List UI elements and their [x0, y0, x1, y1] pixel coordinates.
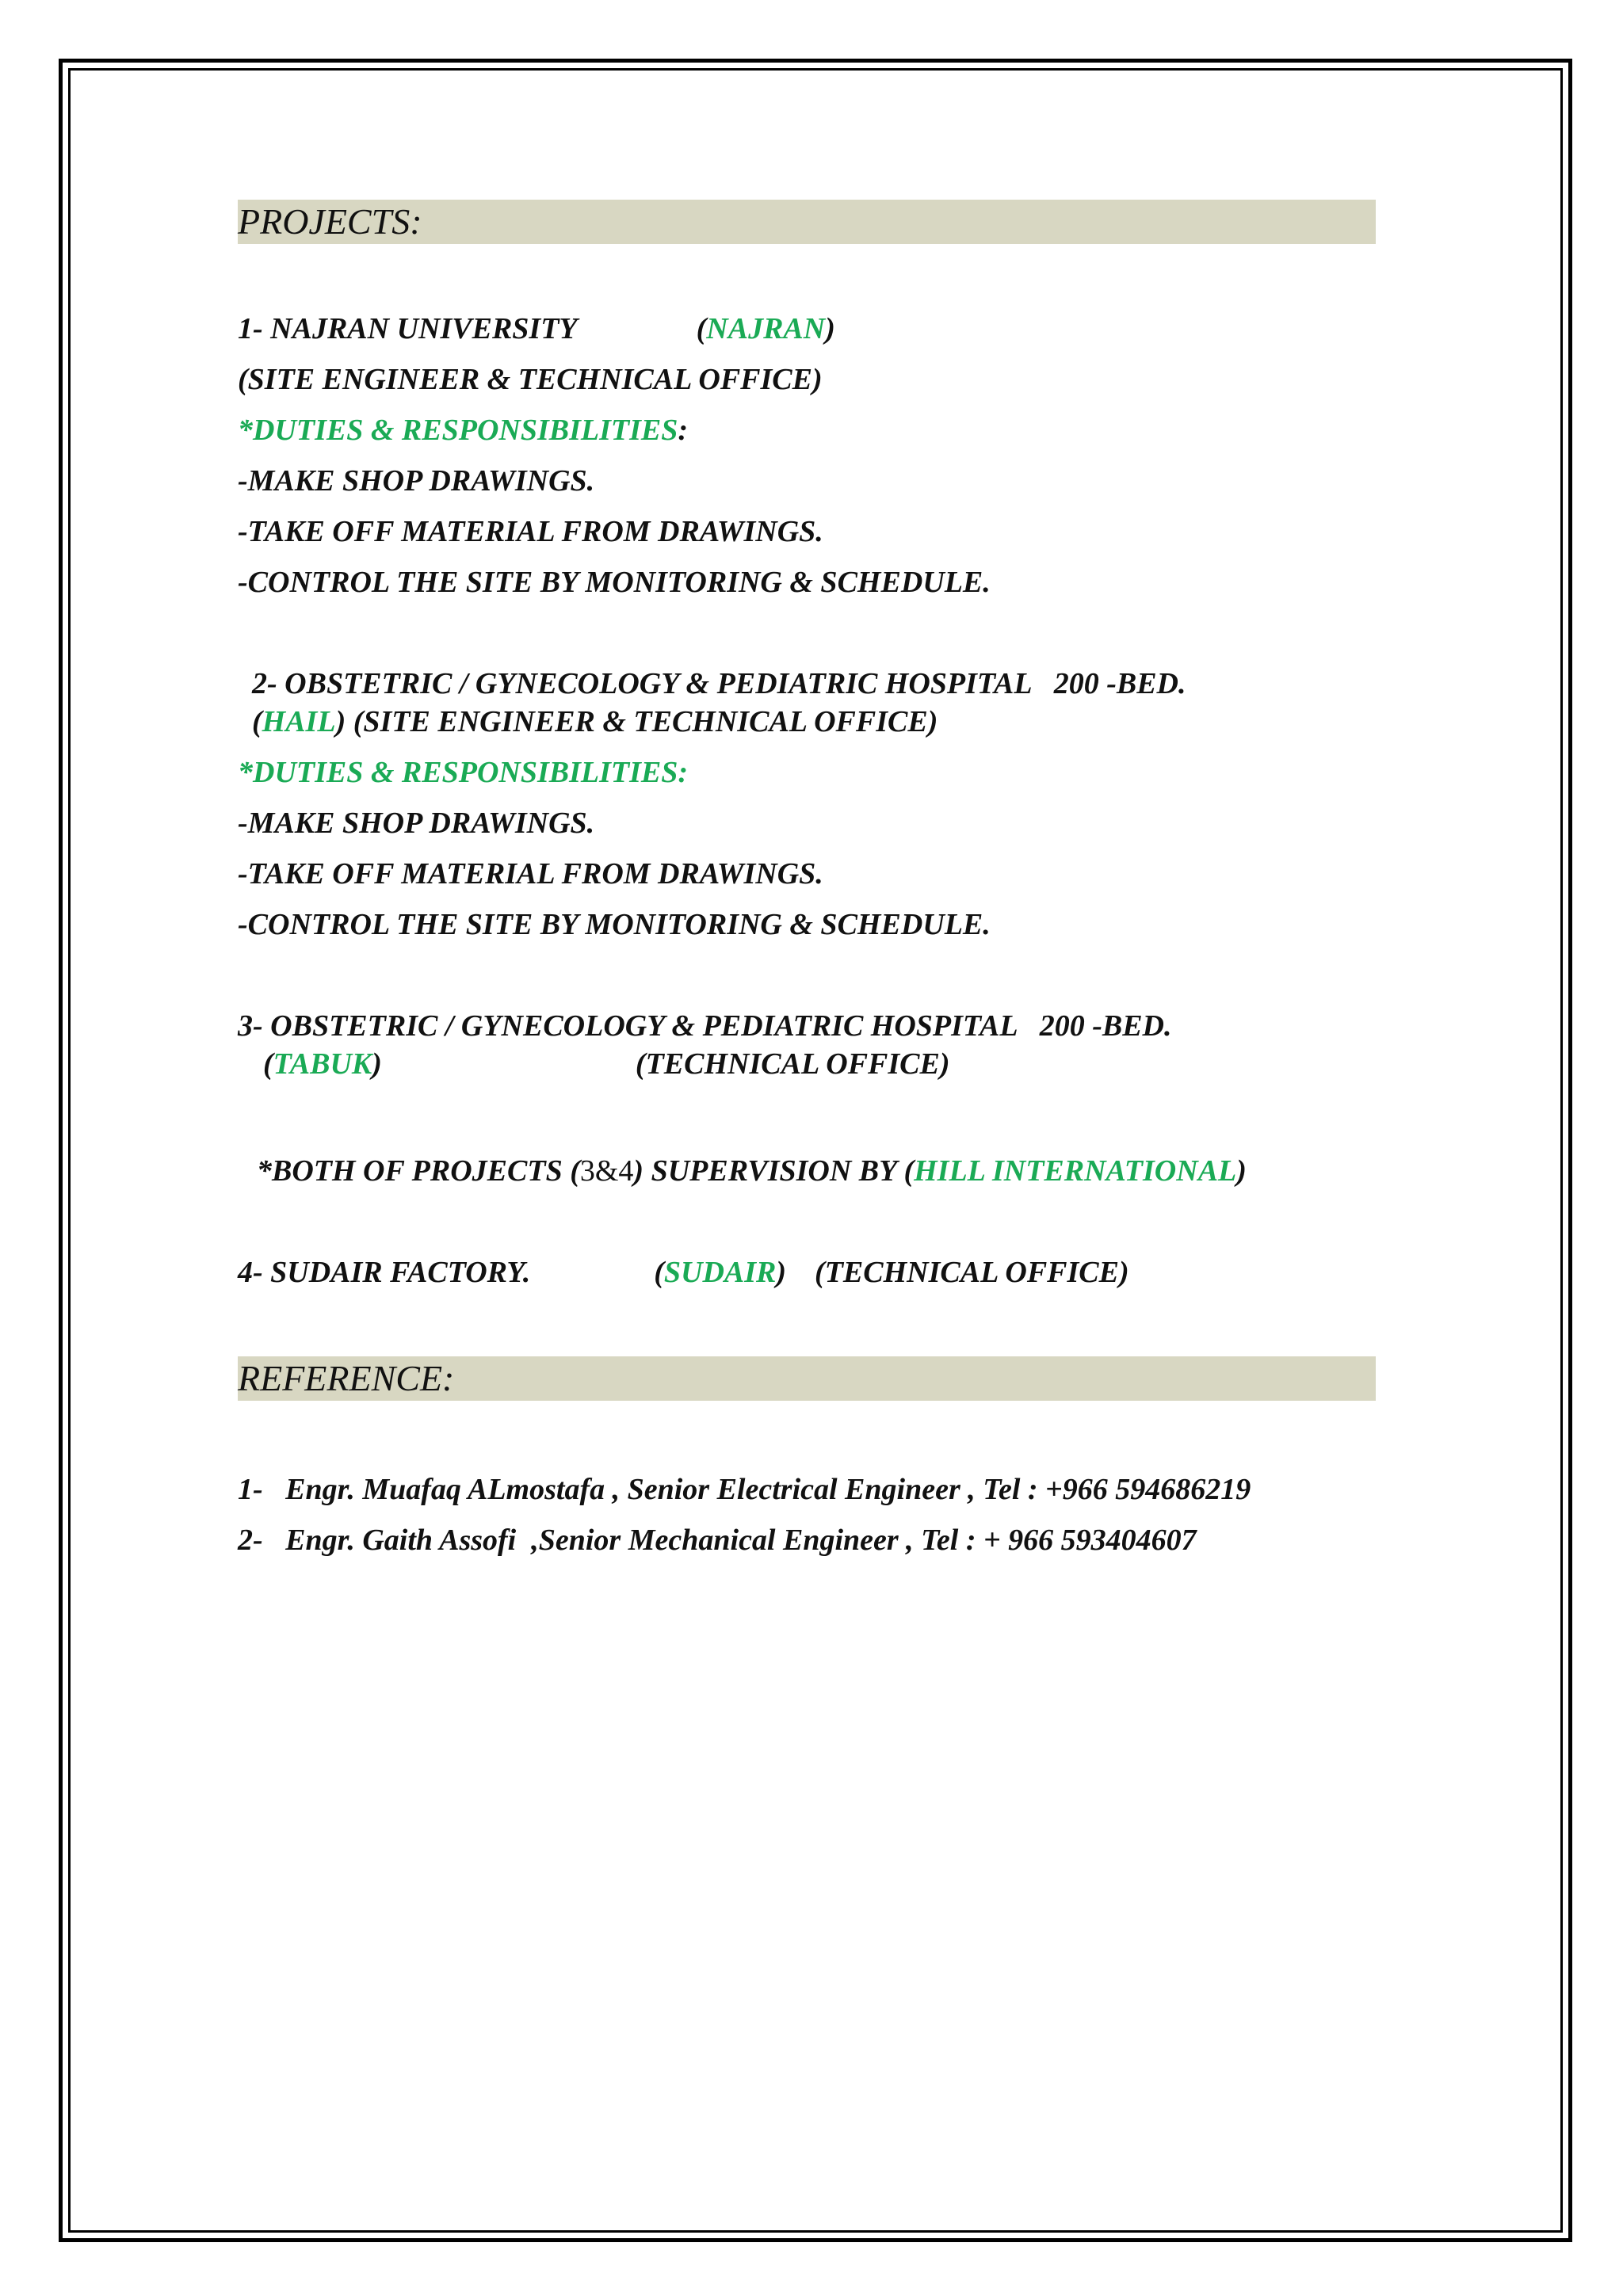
project-1-duty-3: -CONTROL THE SITE BY MONITORING & SCHEDULE.	[238, 566, 991, 599]
supervision-note-suffix: )	[1236, 1154, 1247, 1188]
supervision-note-company: HILL INTERNATIONAL	[914, 1154, 1237, 1188]
project-2-location-line: (HAIL) (SITE ENGINEER & TECHNICAL OFFICE)	[252, 705, 938, 738]
project-3-location: TABUK	[273, 1047, 372, 1081]
project-1-title-line: 1- NAJRAN UNIVERSITY (NAJRAN)	[238, 312, 835, 345]
project-3-location-line: (TABUK) (TECHNICAL OFFICE)	[263, 1047, 950, 1081]
project-2-duty-2: -TAKE OFF MATERIAL FROM DRAWINGS.	[238, 857, 823, 891]
project-4-role: (TECHNICAL OFFICE)	[815, 1256, 1129, 1289]
supervision-note-numbers: 3&4	[579, 1154, 634, 1188]
project-3-role: (TECHNICAL OFFICE)	[635, 1047, 950, 1081]
project-4-location: SUDAIR	[663, 1256, 777, 1289]
reference-2: 2- Engr. Gaith Assofi ,Senior Mechanical Engineer , Tel : + 966 593404607	[238, 1524, 1197, 1557]
project-1-duties-label-line: *DUTIES & RESPONSIBILITIES:	[238, 414, 689, 447]
project-1-title: 1- NAJRAN UNIVERSITY	[238, 312, 578, 345]
project-1-role: (SITE ENGINEER & TECHNICAL OFFICE)	[238, 363, 823, 396]
projects-heading: PROJECTS:	[238, 201, 422, 242]
project-2-duty-1: -MAKE SHOP DRAWINGS.	[238, 807, 595, 840]
project-2-location: HAIL	[262, 705, 336, 738]
supervision-note	[257, 1154, 1247, 1188]
project-1-duty-2: -TAKE OFF MATERIAL FROM DRAWINGS.	[238, 515, 823, 548]
project-2-title: 2- OBSTETRIC / GYNECOLOGY & PEDIATRIC HOSPITAL 200 -BED.	[252, 667, 1186, 700]
supervision-note-middle: ) SUPERVISION BY (	[633, 1154, 915, 1188]
project-1-duties-label: *DUTIES & RESPONSIBILITIES	[238, 414, 678, 447]
project-2-duties-label	[238, 755, 688, 790]
project-1-location: NAJRAN	[706, 312, 826, 345]
project-4-line: 4- SUDAIR FACTORY. (SUDAIR) (TECHNICAL OFFICE)	[238, 1256, 1129, 1289]
project-3-title: 3- OBSTETRIC / GYNECOLOGY & PEDIATRIC HOSPITAL 200 -BED.	[238, 1009, 1172, 1043]
project-2-duty-3: -CONTROL THE SITE BY MONITORING & SCHEDULE.	[238, 908, 991, 941]
project-4-title: 4- SUDAIR FACTORY.	[238, 1256, 531, 1289]
project-2-role: (SITE ENGINEER & TECHNICAL OFFICE)	[353, 705, 938, 738]
project-1-duty-1: -MAKE SHOP DRAWINGS.	[238, 464, 595, 498]
reference-1: 1- Engr. Muafaq ALmostafa , Senior Electrical Engineer , Tel : +966 594686219	[238, 1473, 1251, 1506]
supervision-note-prefix: *BOTH OF PROJECTS (	[257, 1154, 580, 1188]
reference-heading: REFERENCE:	[238, 1358, 455, 1398]
project-2-duties-label-text: *DUTIES & RESPONSIBILITIES:	[238, 756, 689, 789]
